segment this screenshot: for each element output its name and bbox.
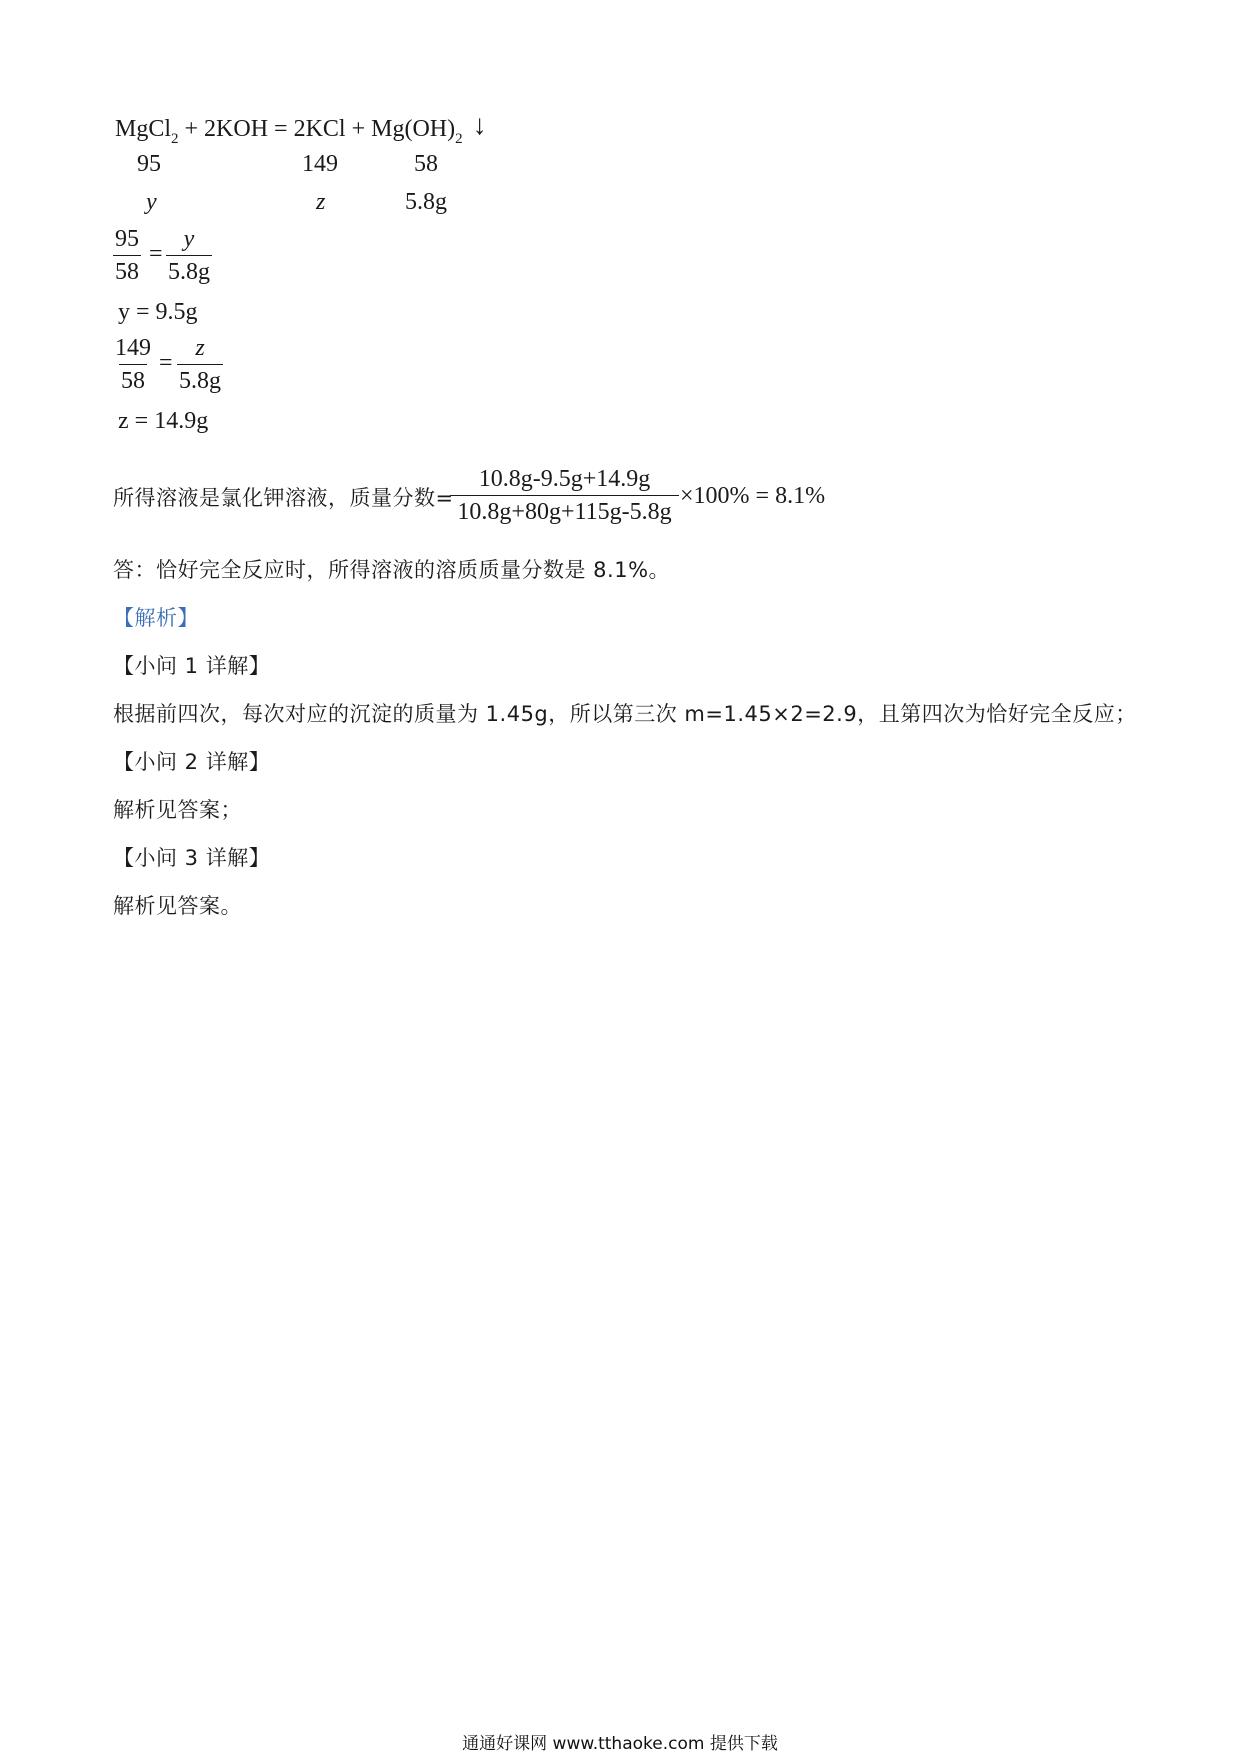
equation-oh-subscript: 2 <box>455 131 463 147</box>
fraction-y-5.8g <box>166 227 212 284</box>
mass-fraction-suffix: ×100% = 8.1% <box>680 483 826 509</box>
analysis-heading: 【解析】 <box>113 606 199 630</box>
ratio-value-mgoh: 58 <box>414 151 438 177</box>
equals-sign: = <box>149 241 163 267</box>
ratio-value-kcl: 149 <box>302 151 338 177</box>
result-z: z = 14.9g <box>118 408 209 434</box>
question-1-text: 根据前四次，每次对应的沉淀的质量为 1.45g，所以第三次 m=1.45×2=2.9，且第四次为恰好完全反应； <box>113 702 1137 726</box>
fraction-denominator: 58 <box>119 364 147 393</box>
fraction-149-58 <box>113 336 153 393</box>
question-2-heading: 【小问 2 详解】 <box>113 750 271 774</box>
question-2-text: 解析见答案； <box>113 798 242 822</box>
question-1-heading: 【小问 1 详解】 <box>113 654 271 678</box>
known-mass: 5.8g <box>405 189 447 215</box>
equation-mgcl: MgCl <box>115 116 172 142</box>
mass-fraction-prefix: 所得溶液是氯化钾溶液，质量分数= <box>113 486 454 510</box>
unknown-z: z <box>316 189 326 215</box>
equation-mgcl-subscript: 2 <box>171 131 179 147</box>
equals-sign: = <box>159 350 173 376</box>
mass-fraction-fraction <box>450 467 679 524</box>
result-y: y = 9.5g <box>118 299 198 325</box>
question-3-text: 解析见答案。 <box>113 894 242 918</box>
fraction-denominator: 10.8g+80g+115g-5.8g <box>450 495 679 524</box>
fraction-numerator: y <box>183 226 195 252</box>
question-3-heading: 【小问 3 详解】 <box>113 846 271 870</box>
fraction-numerator: 149 <box>115 335 151 361</box>
equation-middle: + 2KOH = 2KCl + Mg(OH) <box>178 116 456 142</box>
fraction-denominator: 5.8g <box>177 364 223 393</box>
page-footer: 通通好课网 www.tthaoke.com 提供下载 <box>462 1734 778 1754</box>
fraction-numerator: 95 <box>115 226 139 252</box>
fraction-95-58 <box>113 227 141 284</box>
fraction-denominator: 5.8g <box>166 255 212 284</box>
fraction-z-5.8g <box>177 336 223 393</box>
fraction-numerator: z <box>195 335 205 361</box>
fraction-numerator: 10.8g-9.5g+14.9g <box>478 466 651 492</box>
unknown-y: y <box>146 189 157 215</box>
precipitate-arrow: ↓ <box>472 110 487 141</box>
chemical-equation <box>115 110 487 147</box>
answer-line: 答：恰好完全反应时，所得溶液的溶质质量分数是 8.1%。 <box>113 558 671 582</box>
ratio-value-mgcl: 95 <box>137 151 161 177</box>
fraction-denominator: 58 <box>113 255 141 284</box>
